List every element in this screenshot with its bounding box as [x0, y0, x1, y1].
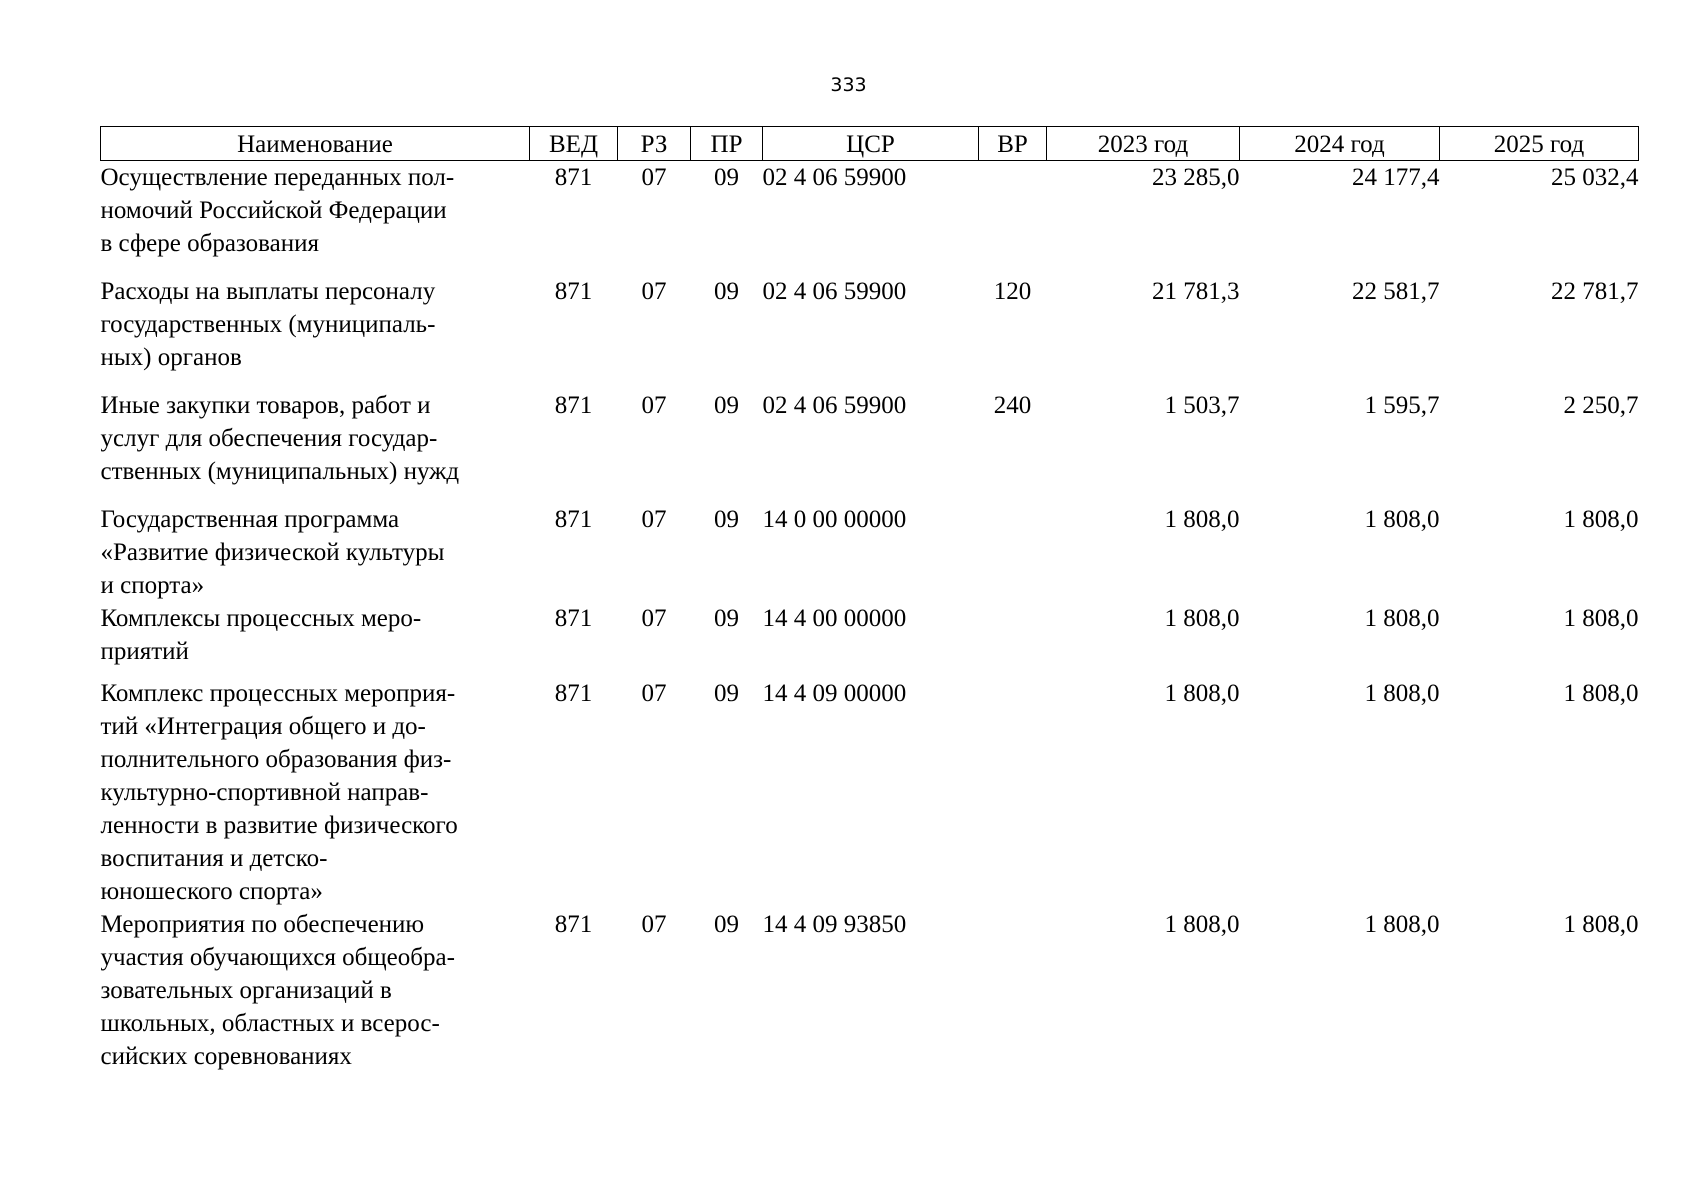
cell-vr: 240 — [993, 392, 1032, 419]
header-2024: 2024 год — [1240, 127, 1440, 161]
cell-2025: 1 808,0 — [1563, 911, 1639, 938]
cell-2023: 1 808,0 — [1164, 911, 1240, 938]
budget-table — [100, 126, 1639, 1073]
cell-rz: 07 — [641, 506, 667, 533]
row-name — [101, 389, 530, 503]
page-number: 333 — [830, 74, 867, 96]
row-name-line: Иные закупки товаров, работ и — [100, 392, 431, 419]
cell-ved: 871 — [554, 911, 593, 938]
cell-vr — [979, 503, 1047, 602]
cell-rz: 07 — [641, 605, 667, 632]
cell-ved: 871 — [554, 680, 593, 707]
cell-pr: 09 — [714, 506, 739, 533]
row-name-line: Комплексы процессных меро- — [100, 605, 422, 632]
row-name-line: участия обучающихся общеобра- — [100, 944, 455, 971]
cell-rz: 07 — [641, 680, 667, 707]
row-name-line: юношеского спорта» — [100, 878, 323, 905]
row-name-line: ленности в развитие физического — [100, 812, 458, 839]
row-name-line: «Развитие физической культуры — [100, 539, 445, 566]
cell-rz: 07 — [641, 164, 667, 191]
header-2023: 2023 год — [1047, 127, 1240, 161]
cell-ved: 871 — [554, 278, 593, 305]
row-name-line: Комплекс процессных мероприя- — [100, 680, 456, 707]
row-name-line: тий «Интеграция общего и до- — [100, 713, 426, 740]
cell-rz: 07 — [641, 278, 667, 305]
cell-2025: 1 808,0 — [1563, 506, 1639, 533]
cell-ved: 871 — [554, 164, 593, 191]
cell-2025: 1 808,0 — [1563, 605, 1639, 632]
cell-csr: 14 0 00 00000 — [762, 506, 907, 533]
row-name-line: Государственная программа — [100, 506, 400, 533]
cell-ved: 871 — [554, 392, 593, 419]
cell-2024: 1 808,0 — [1364, 680, 1440, 707]
row-name-line: Мероприятия по обеспечению — [100, 911, 425, 938]
row-name — [101, 503, 530, 602]
row-name-line: номочий Российской Федерации — [100, 197, 447, 224]
table-row — [101, 677, 1639, 908]
cell-2024: 22 581,7 — [1352, 278, 1440, 305]
row-name-line: ных) органов — [100, 344, 242, 371]
header-pr: ПР — [691, 127, 763, 161]
cell-2025: 25 032,4 — [1551, 164, 1639, 191]
cell-csr: 14 4 09 00000 — [762, 680, 907, 707]
table-row — [101, 908, 1639, 1073]
cell-2023: 1 808,0 — [1164, 605, 1240, 632]
cell-vr — [979, 908, 1047, 1073]
header-rz: РЗ — [618, 127, 691, 161]
row-name-line: сийских соревнованиях — [100, 1043, 352, 1070]
cell-2023: 1 808,0 — [1164, 680, 1240, 707]
cell-rz: 07 — [641, 911, 667, 938]
header-2025: 2025 год — [1440, 127, 1639, 161]
cell-vr: 120 — [993, 278, 1032, 305]
row-name — [101, 908, 530, 1073]
cell-pr: 09 — [714, 392, 739, 419]
row-name-line: зовательных организаций в — [100, 977, 392, 1004]
cell-2025: 1 808,0 — [1563, 680, 1639, 707]
cell-pr: 09 — [714, 278, 739, 305]
table-row — [101, 503, 1639, 602]
cell-csr: 02 4 06 59900 — [762, 278, 907, 305]
cell-pr: 09 — [714, 605, 739, 632]
cell-2023: 1 808,0 — [1164, 506, 1240, 533]
row-name-line: полнительного образования физ- — [100, 746, 452, 773]
cell-vr — [979, 677, 1047, 908]
row-name — [101, 602, 530, 677]
row-name-line: приятий — [100, 638, 189, 665]
header-vr: ВР — [979, 127, 1047, 161]
row-name — [101, 677, 530, 908]
table-header-row — [101, 127, 1639, 161]
table-row — [101, 389, 1639, 503]
cell-ved: 871 — [554, 605, 593, 632]
row-name-line: услуг для обеспечения государ- — [100, 425, 438, 452]
cell-csr: 02 4 06 59900 — [762, 392, 907, 419]
cell-2024: 1 595,7 — [1364, 392, 1440, 419]
cell-pr: 09 — [714, 911, 739, 938]
cell-2025: 2 250,7 — [1563, 392, 1639, 419]
row-name-line: культурно-спортивной направ- — [100, 779, 429, 806]
header-csr: ЦСР — [763, 127, 979, 161]
table-row — [101, 161, 1639, 276]
cell-vr — [979, 161, 1047, 276]
cell-2024: 1 808,0 — [1364, 605, 1440, 632]
cell-2023: 23 285,0 — [1152, 164, 1240, 191]
cell-2024: 24 177,4 — [1352, 164, 1440, 191]
cell-2025: 22 781,7 — [1551, 278, 1639, 305]
row-name-line: государственных (муниципаль- — [100, 311, 436, 338]
cell-2024: 1 808,0 — [1364, 911, 1440, 938]
row-name-line: воспитания и детско- — [100, 845, 328, 872]
cell-csr: 14 4 09 93850 — [762, 911, 907, 938]
row-name-line: Расходы на выплаты персоналу — [100, 278, 436, 305]
cell-2024: 1 808,0 — [1364, 506, 1440, 533]
cell-csr: 14 4 00 00000 — [762, 605, 907, 632]
cell-vr — [979, 602, 1047, 677]
row-name-line: Осуществление переданных пол- — [100, 164, 455, 191]
cell-csr: 02 4 06 59900 — [762, 164, 907, 191]
table-row — [101, 275, 1639, 389]
row-name — [101, 161, 530, 276]
row-name-line: ственных (муниципальных) нужд — [100, 458, 460, 485]
row-name-line: школьных, областных и всерос- — [100, 1010, 440, 1037]
table-row — [101, 602, 1639, 677]
row-name — [101, 275, 530, 389]
cell-2023: 21 781,3 — [1152, 278, 1240, 305]
cell-rz: 07 — [641, 392, 667, 419]
row-name-line: и спорта» — [100, 572, 205, 599]
row-name-line: в сфере образования — [100, 230, 319, 257]
cell-ved: 871 — [554, 506, 593, 533]
cell-2023: 1 503,7 — [1164, 392, 1240, 419]
cell-pr: 09 — [714, 680, 739, 707]
cell-pr: 09 — [714, 164, 739, 191]
header-ved: ВЕД — [530, 127, 618, 161]
header-name: Наименование — [101, 127, 530, 161]
